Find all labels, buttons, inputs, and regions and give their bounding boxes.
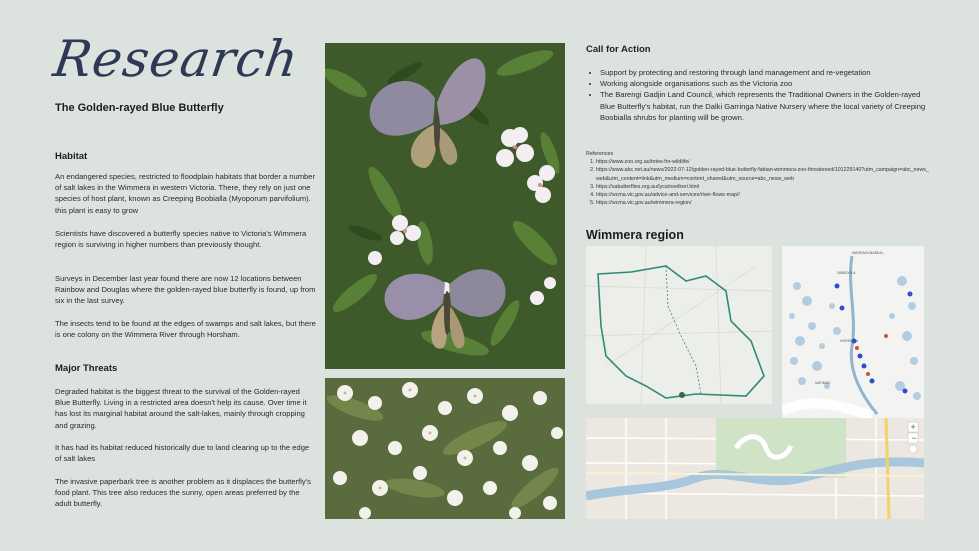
habitat-paragraph: An endangered species, restricted to floodplain habitats that border a number of salt lakes in the Wimmera in western Victoria. There, they rely on just one species of host plant, known as Creeping Boobialla (Myoporum parvifolium). this plant is easy to grow [55,172,316,215]
region-outline-map [586,246,772,404]
list-item: • The Barengi Gadjin Land Council, which represents the Traditional Owners in the Golden-rayed Blue Butterfly's habitat, run the Dalki Garringa Native Nursery where the local variety of Creeping Boobialla shrubs for planting will be grown. [600,89,930,123]
reference-link[interactable]: 3. https://sabutterflies.org.au/lyca/noelkeri.html [596,183,931,191]
street-map [586,418,924,519]
page-title: Research [49,30,303,88]
compass-icon[interactable] [909,445,917,453]
town-label: HORSHAM [840,339,858,343]
flower-photo [325,378,565,519]
town-label: WARRACKNABEAL [852,251,884,255]
reference-link[interactable]: 5. https://wcma.vic.gov.au/wimmera-region/ [596,199,931,207]
threats-paragraph: Degraded habitat is the biggest threat to the survival of the Golden-rayed Blue Butterfly. Living in a restricted area doesn't help its cause. Over time it has lost its marginal habitat around the salt-lakes, mainly through cropping and grazing. [55,387,307,430]
list-item: • Working alongside organisations such as the Victoria zoo [600,78,930,89]
reference-link[interactable]: 4. https://wcma.vic.gov.au/advice-and-services/river-flows-map// [596,191,931,199]
threats-heading: Major Threats [55,363,118,374]
page-subtitle: The Golden-rayed Blue Butterfly [55,102,224,114]
butterfly-photo [325,43,565,369]
list-item: • Support by protecting and restoring through land management and re-vegetation [600,67,930,78]
plus-icon: + [910,422,916,432]
town-label: DIMBOOLA [837,271,856,275]
habitat-paragraph: The insects tend to be found at the edges of swamps and salt lakes, but there is one colony on the Wimmera River through Horsham. [55,319,316,340]
habitat-paragraph: Scientists have discovered a butterfly species native to Victoria's Wimmera region is surviving in higher numbers than previously thought. [55,229,307,250]
references-heading: References [586,151,614,157]
reference-link[interactable]: 2. https://www.abc.net.au/news/2022-07-12/golden-rayed-blue-butterfly-fabian-wimmera-zoo-threatened/101229140?utm_campaign=abc_news_web&utm_content=link&utm_medium=content_shared&utm_source=abc_news_web [596,166,931,182]
region-heading: Wimmera region [586,228,684,242]
references [586,150,931,207]
reference-link[interactable]: 1. https://www.zoo.org.au/totes-for-wildlife/ [596,158,931,166]
call-for-action-list [600,67,930,123]
call-for-action-heading: Call for Action [586,44,651,55]
minus-icon: − [911,433,917,443]
threats-paragraph: The invasive paperbark tree is another problem as it displaces the butterfly's food plant. This tree also reduces the sunny, open areas preferred by the adult butterfly. [55,477,311,509]
threats-paragraph: It has had its habitat reduced historically due to land clearing up to the edge of salt lakes [55,443,310,464]
wetlands-map [782,246,924,418]
habitat-heading: Habitat [55,151,88,162]
town-label: NATIMUK [815,381,831,385]
habitat-paragraph: Surveys in December last year found there are now 12 locations between Rainbow and Douglas where the golden-rayed blue butterfly is found, up from six in the last survey. [55,274,316,306]
